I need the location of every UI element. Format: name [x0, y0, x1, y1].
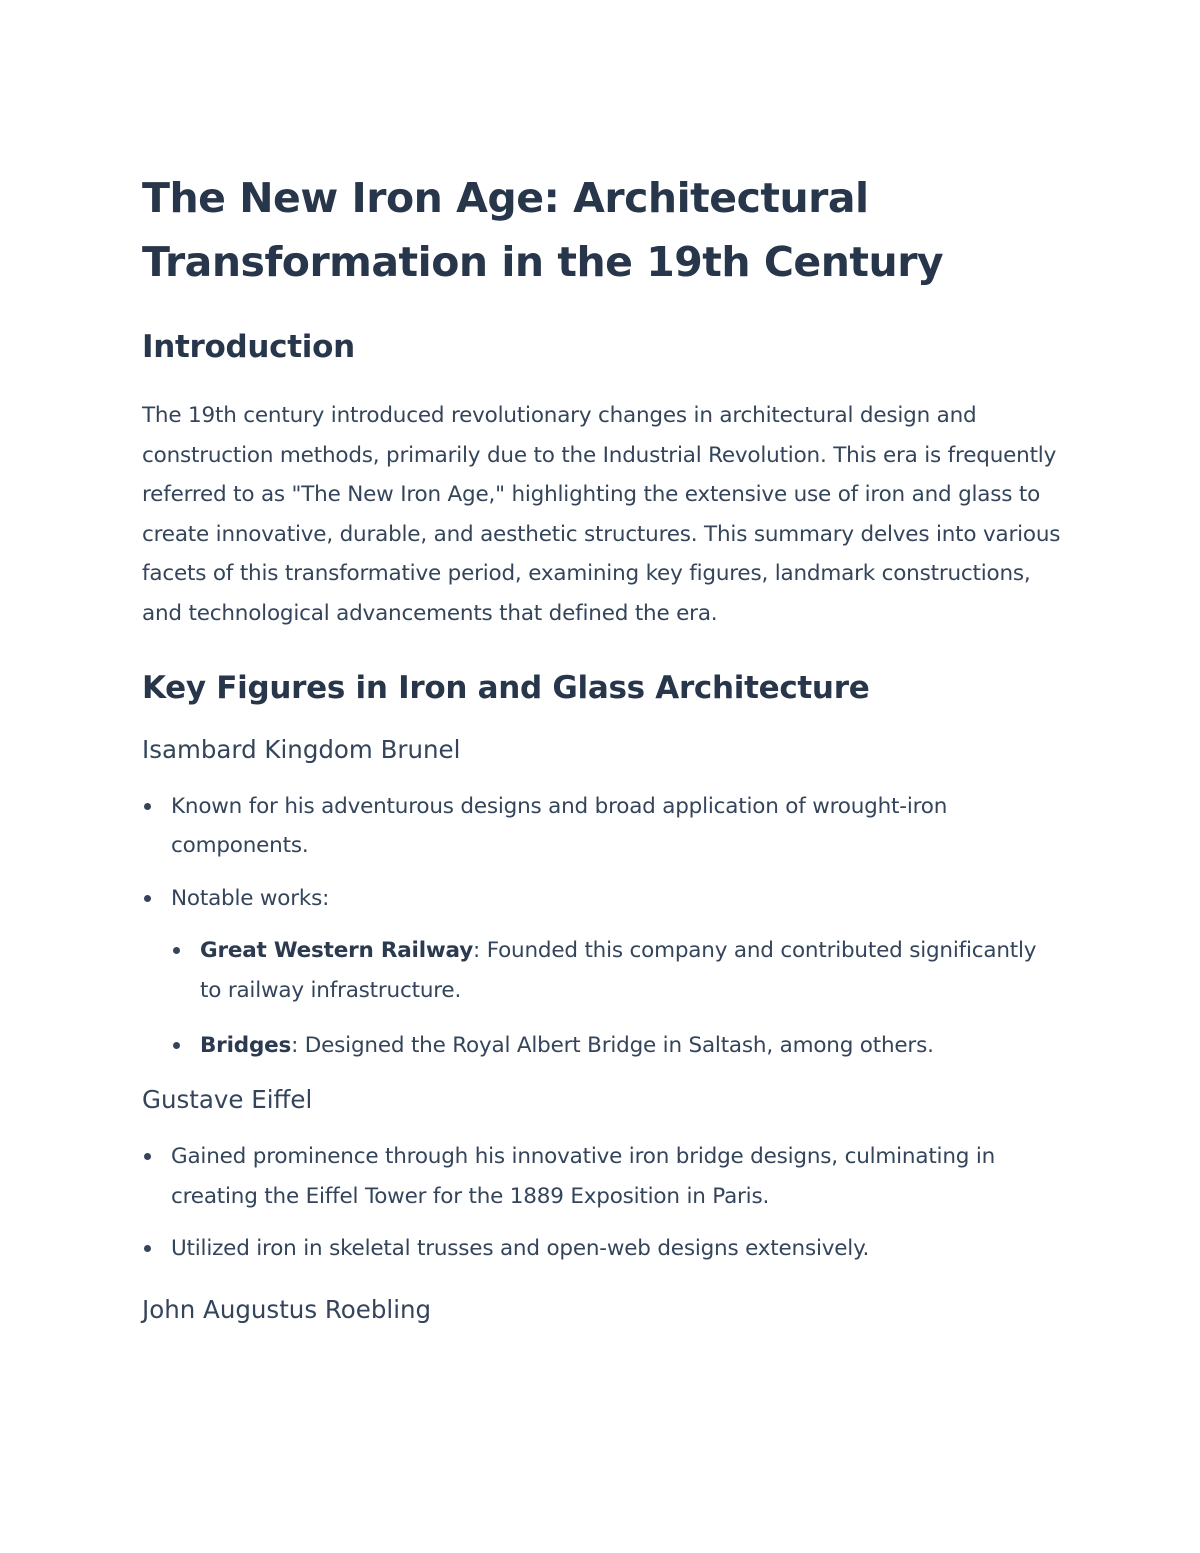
- brunel-list: [142, 787, 1062, 1066]
- list-item: [171, 1026, 1062, 1066]
- eiffel-list: [142, 1137, 1062, 1269]
- key-figures-heading: Key Figures in Iron and Glass Architecture: [142, 669, 870, 706]
- work-description: : Founded this company and contributed significantly to railway infrastructure.: [200, 938, 1037, 1003]
- document-title: The New Iron Age: Architectural Transformation in the 19th Century: [142, 174, 944, 286]
- list-item-text: Gained prominence through his innovative iron bridge designs, culminating in creating the Eiffel Tower for the 1889 Exposition in Paris.: [171, 1144, 996, 1209]
- bullet-icon: [144, 803, 151, 810]
- list-item: [142, 879, 1062, 1065]
- bullet-icon: [144, 1153, 151, 1160]
- list-item: [142, 787, 1062, 866]
- work-label: Great Western Railway: [200, 938, 474, 964]
- document-page: [142, 166, 1062, 1326]
- bullet-icon: [144, 1245, 151, 1252]
- work-label: Bridges: [200, 1032, 292, 1058]
- list-item-text: Utilized iron in skeletal trusses and open-web designs extensively.: [171, 1236, 870, 1262]
- roebling-heading: John Augustus Roebling: [142, 1294, 432, 1324]
- list-item: [142, 1137, 1062, 1216]
- bullet-icon: [144, 895, 151, 902]
- work-description: : Designed the Royal Albert Bridge in Saltash, among others.: [291, 1032, 934, 1058]
- list-item: [171, 931, 1062, 1010]
- brunel-heading: Isambard Kingdom Brunel: [142, 734, 461, 764]
- list-item-text: Notable works:: [171, 885, 330, 911]
- bullet-icon: [173, 1042, 180, 1049]
- bullet-icon: [173, 947, 180, 954]
- eiffel-heading: Gustave Eiffel: [142, 1085, 313, 1115]
- brunel-works-list: [171, 931, 1062, 1065]
- introduction-paragraph: The 19th century introduced revolutionary changes in architectural design and construction methods, primarily due to the Industrial Revolution. This era is frequently referred to as "The New Iron Age," highlighting the extensive use of iron and glass to create innovative, durable, and aesthetic structures. This summary delves into various facets of this transformative period, examining key figures, landmark constructions, and technological advancements that defined the era.: [142, 403, 1061, 626]
- introduction-heading: Introduction: [142, 329, 355, 365]
- list-item: [142, 1229, 1062, 1269]
- list-item-text: Known for his adventurous designs and broad application of wrought-iron components.: [171, 793, 948, 859]
